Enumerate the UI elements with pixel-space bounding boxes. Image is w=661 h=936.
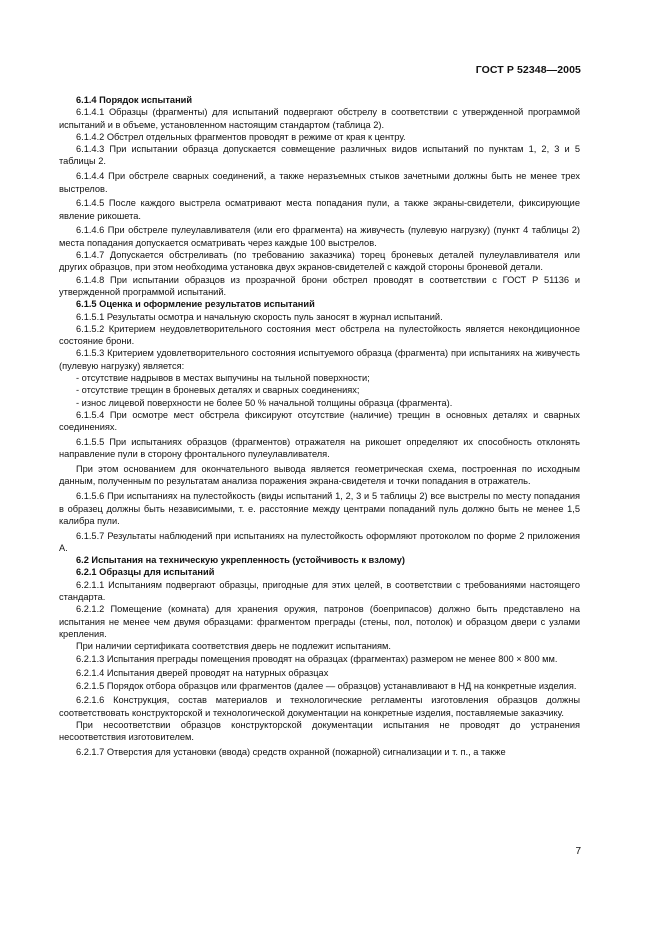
list-item: - износ лицевой поверхности не более 50 % начальной толщины образца (фрагмента). — [76, 397, 453, 408]
paragraph: 6.2.1.6 Конструкция, состав материалов и технологические регламенты изготовления образцов должны соответствовать конструкторской и технологической документации на конкретные изделия, поставляемые заказчику. — [59, 695, 580, 718]
paragraph: 6.1.5.7 Результаты наблюдений при испытаниях на пулестойкость оформляют протоколом по форме 2 приложения А. — [59, 530, 580, 553]
section-heading: 6.1.4 Порядок испытаний — [76, 95, 193, 105]
paragraph: 6.2.1.2 Помещение (комната) для хранения оружия, патронов (боеприпасов) должно быть представлено на испытания не менее чем двумя образцами: фрагментом преграды (стены, пол, потолок) и образцом двери с узлами крепления. — [59, 604, 580, 639]
list-item: - отсутствие надрывов в местах выпучины на тыльной поверхности; — [76, 373, 370, 384]
paragraph: 6.1.5.6 При испытаниях на пулестойкость (виды испытаний 1, 2, 3 и 5 таблицы 2) все выстрелы по месту попадания в образец должны быть независимыми, т. е. расстояние между центрами попаданий пуль должно быть не менее 1,5 калибра пули. — [59, 491, 580, 526]
section-heading: 6.2 Испытания на техническую укрепленность (устойчивость к взлому) — [76, 555, 405, 566]
paragraph: 6.1.4.4 При обстреле сварных соединений, а также неразъемных стыков зачетными должны быть не менее трех выстрелов. — [59, 171, 580, 194]
paragraph: 6.2.1.7 Отверстия для установки (ввода) средств охранной (пожарной) сигнализации и т. п., а также — [76, 747, 506, 758]
paragraph: 6.1.5.1 Результаты осмотра и начальную скорость пуль заносят в журнал испытаний. — [76, 311, 443, 322]
paragraph: 6.1.4.2 Обстрел отдельных фрагментов проводят в режиме от края к центру. — [76, 131, 406, 142]
paragraph: 6.2.1.4 Испытания дверей проводят на натурных образцах — [76, 668, 329, 679]
paragraph: 6.2.1.3 Испытания преграды помещения проводят на образцах (фрагментах) размером не менее 800 × 800 мм. — [76, 653, 558, 664]
paragraph: При несоответствии образцов конструкторской документации испытания не проводят до устранения несоответствия изготовителем. — [59, 720, 580, 743]
paragraph: 6.1.4.6 При обстреле пулеулавливателя (или его фрагмента) на живучесть (пулевую нагрузку) (пункт 4 таблицы 2) места попадания допускается осматривать через каждые 100 выстрелов. — [59, 225, 580, 248]
paragraph: 6.2.1.5 Порядок отбора образцов или фрагментов (далее — образцов) устанавливают в НД на конкретные изделия. — [76, 680, 577, 691]
section-heading: 6.2.1 Образцы для испытаний — [76, 567, 215, 578]
paragraph: 6.1.4.5 После каждого выстрела осматривают места попадания пули, а также экраны-свидетели, фиксирующие явление рикошета. — [59, 198, 580, 221]
paragraph: 6.1.5.2 Критерием неудовлетворительного состояния мест обстрела на пулестойкость является некондиционное состояние брони. — [59, 323, 580, 347]
paragraph: 6.2.1.1 Испытаниям подвергают образцы, пригодные для этих целей, в соответствии с требованиями настоящего стандарта. — [59, 579, 580, 603]
paragraph: 6.1.4.8 При испытании образцов из прозрачной брони обстрел проводят в соответствии с ГОСТ Р 51136 и утвержденной программой испытаний. — [59, 274, 580, 297]
document-body — [59, 94, 580, 758]
page-number: 7 — [575, 846, 581, 857]
paragraph: 6.1.5.5 При испытаниях образцов (фрагментов) отражателя на рикошет определяют их способность отклонять направление пули в сторону фронтального пулеулавливателя. — [59, 437, 580, 460]
paragraph: 6.1.5.3 Критерием удовлетворительного состояния испытуемого образца (фрагмента) при испытаниях на живучесть (пулевую нагрузку) является: — [59, 348, 580, 371]
paragraph: При наличии сертификата соответствия дверь не подлежит испытаниям. — [76, 641, 391, 652]
section-heading: 6.1.5 Оценка и оформление результатов испытаний — [76, 299, 315, 310]
paragraph: 6.1.4.3 При испытании образца допускается совмещение различных видов испытаний по пунктам 1, 2, 3 и 5 таблицы 2. — [59, 144, 580, 167]
paragraph: При этом основанием для окончательного вывода является геометрическая схема, построенная по исходным данным, полученным по результатам анализа поражения экрана-свидетеля и точки попадания в отражатель. — [59, 464, 580, 487]
paragraph: 6.1.4.1 Образцы (фрагменты) для испытаний подвергают обстрелу в соответствии с утвержденной программой испытаний и в объеме, установленном настоящим стандартом (таблица 2). — [59, 107, 580, 130]
list-item: - отсутствие трещин в броневых деталях и сварных соединениях; — [76, 385, 360, 396]
paragraph: 6.1.5.4 При осмотре мест обстрела фиксируют отсутствие (наличие) трещин в основных деталях и сварных соединениях. — [59, 409, 580, 433]
standard-header: ГОСТ Р 52348—2005 — [475, 64, 581, 76]
paragraph: 6.1.4.7 Допускается обстреливать (по требованию заказчика) торец броневых деталей пулеулавливателя или других образцов, при этом необходима установка двух экранов-свидетелей с каждой стороны броневой детали. — [59, 250, 580, 273]
